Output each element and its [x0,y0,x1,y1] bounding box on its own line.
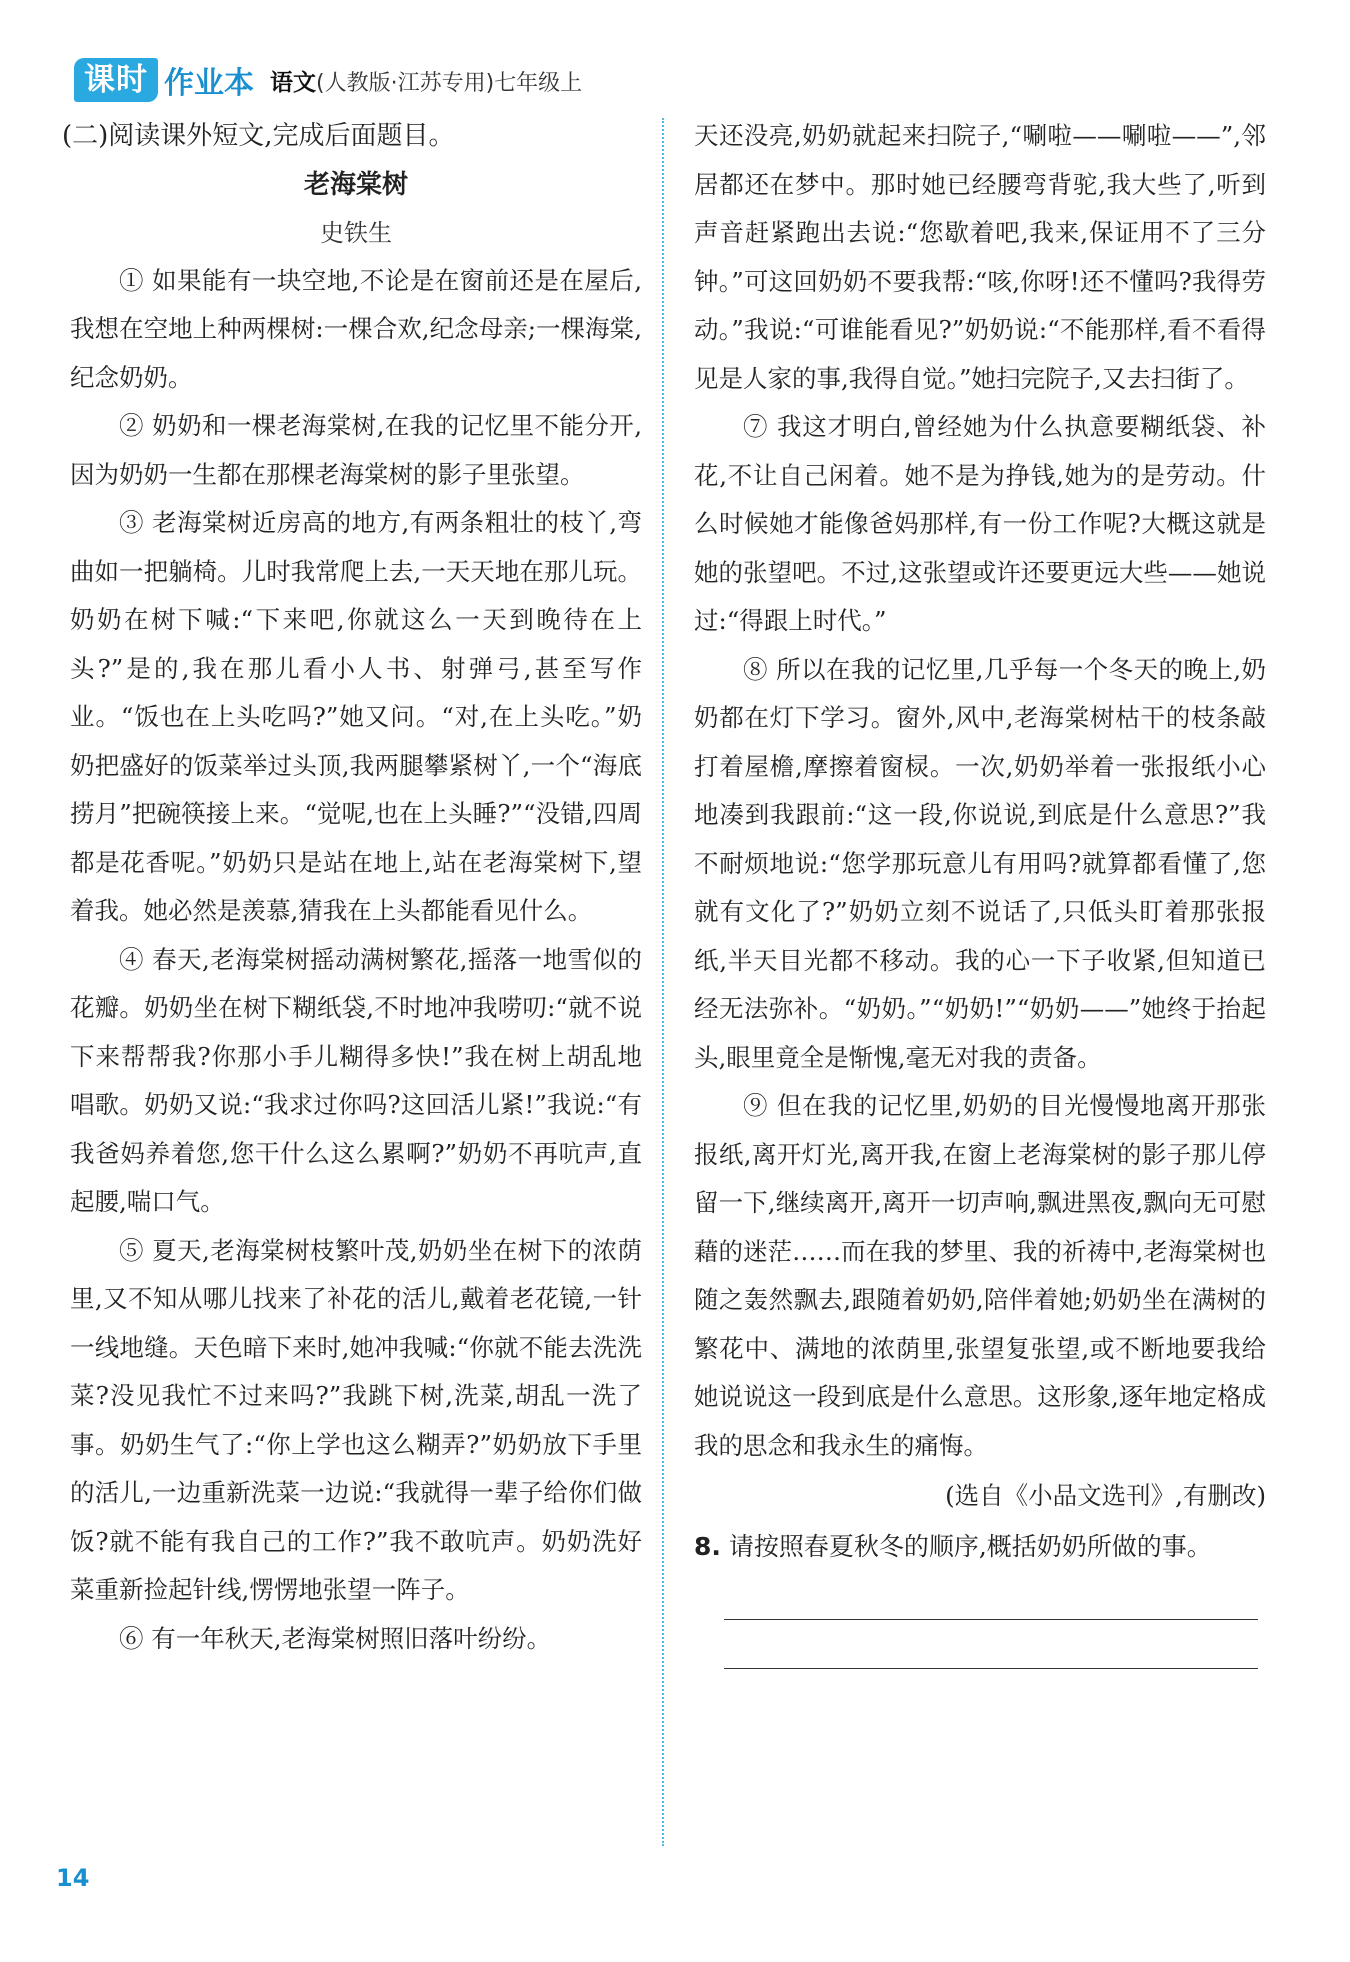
page-number: 14 [56,1864,90,1892]
brand-logo: 课时 [74,58,158,102]
paragraph-6-continued: 天还没亮,奶奶就起来扫院子,“唰啦——唰啦——”,邻居都还在梦中。那时她已经腰弯背驼,我大些了,听到声音赶紧跑出去说:“您歇着吧,我来,保证用不了三分钟。”可这回奶奶不要我帮:“咳,你呀!还不懂吗?我得劳动。”我说:“可谁能看见?”奶奶说:“不能那样,看不看得见是人家的事,我得自觉。”她扫完院子,又去扫街了。 [694,121,1266,393]
article-source: (选自《小品文选刊》,有删改) [945,1481,1266,1510]
edition-label: (人教版·江苏专用)七年级上 [316,70,583,96]
column-divider [662,118,664,1846]
right-column [694,112,1266,1669]
question-8 [694,1523,1266,1572]
paragraph-7: ⑦ 我这才明白,曾经她为什么执意要糊纸袋、补花,不让自己闲着。她不是为挣钱,她为的是劳动。什么时候她才能像爸妈那样,有一份工作呢?大概这就是她的张望吧。不过,这张望或许还要更远大些——她说过:“得跟上时代。” [694,412,1266,635]
paragraph-9: ⑨ 但在我的记忆里,奶奶的目光慢慢地离开那张报纸,离开灯光,离开我,在窗上老海棠树的影子那儿停留一下,继续离开,离开一切声响,飘进黑夜,飘向无可慰藉的迷茫……而在我的梦里、我的祈祷中,老海棠树也随之轰然飘去,跟随着奶奶,陪伴着她;奶奶坐在满树的繁花中、满地的浓荫里,张望复张望,或不断地要我给她说说这一段到底是什么意思。这形象,逐年地定格成我的思念和我永生的痛悔。 [694,1091,1266,1460]
paragraph-2: ② 奶奶和一棵老海棠树,在我的记忆里不能分开,因为奶奶一生都在那棵老海棠树的影子里张望。 [70,411,642,489]
article-author: 史铁生 [320,218,392,247]
answer-line-1[interactable] [724,1571,1258,1620]
brand-name: 作业本 [164,66,254,101]
paragraph-5: ⑤ 夏天,老海棠树枝繁叶茂,奶奶坐在树下的浓荫里,又不知从哪儿找来了补花的活儿,戴着老花镜,一针一线地缝。天色暗下来时,她冲我喊:“你就不能去洗洗菜?没见我忙不过来吗?”我跳下树,洗菜,胡乱一洗了事。奶奶生气了:“你上学也这么糊弄?”奶奶放下手里的活儿,一边重新洗菜一边说:“我就得一辈子给你们做饭?就不能有我自己的工作?”我不敢吭声。奶奶洗好菜重新捡起针线,愣愣地张望一阵子。 [70,1235,642,1604]
paragraph-3: ③ 老海棠树近房高的地方,有两条粗壮的枝丫,弯曲如一把躺椅。儿时我常爬上去,一天天地在那儿玩。奶奶在树下喊:“下来吧,你就这么一天到晚待在上头?”是的,我在那儿看小人书、射弹弓,甚至写作业。“饭也在上头吃吗?”她又问。“对,在上头吃。”奶奶把盛好的饭菜举过头顶,我两腿攀紧树丫,一个“海底捞月”把碗筷接上来。“觉呢,也在上头睡?”“没错,四周都是花香呢。”奶奶只是站在地上,站在老海棠树下,望着我。她必然是羡慕,猜我在上头都能看见什么。 [70,508,642,925]
question-text: 请按照春夏秋冬的顺序,概括奶奶所做的事。 [728,1531,1212,1561]
article-title: 老海棠树 [303,169,408,200]
subject-label: 语文 [270,69,316,96]
left-column [62,112,642,1663]
answer-line-2[interactable] [724,1620,1258,1669]
paragraph-4: ④ 春天,老海棠树摇动满树繁花,摇落一地雪似的花瓣。奶奶坐在树下糊纸袋,不时地冲我唠叨:“就不说下来帮帮我?你那小手儿糊得多快!”我在树上胡乱地唱歌。奶奶又说:“我求过你吗?这回活儿紧!”我说:“有我爸妈养着您,您干什么这么累啊?”奶奶不再吭声,直起腰,喘口气。 [70,944,642,1216]
section-heading: (二)阅读课外短文,完成后面题目。 [62,121,455,151]
paragraph-6-start: ⑥ 有一年秋天,老海棠树照旧落叶纷纷。 [119,1623,552,1653]
question-number: 8. [694,1531,721,1561]
page-header [74,54,582,106]
book-subtitle [270,64,582,97]
paragraph-8: ⑧ 所以在我的记忆里,几乎每一个冬天的晚上,奶奶都在灯下学习。窗外,风中,老海棠树枯干的枝条敲打着屋檐,摩擦着窗棂。一次,奶奶举着一张报纸小心地凑到我跟前:“这一段,你说说,到底是什么意思?”我不耐烦地说:“您学那玩意儿有用吗?就算都看懂了,您就有文化了?”奶奶立刻不说话了,只低头盯着那张报纸,半天目光都不移动。我的心一下子收紧,但知道已经无法弥补。“奶奶。”“奶奶!”“奶奶——”她终于抬起头,眼里竟全是惭愧,毫无对我的责备。 [694,654,1266,1072]
paragraph-1: ① 如果能有一块空地,不论是在窗前还是在屋后,我想在空地上种两棵树:一棵合欢,纪念母亲;一棵海棠,纪念奶奶。 [70,265,642,392]
